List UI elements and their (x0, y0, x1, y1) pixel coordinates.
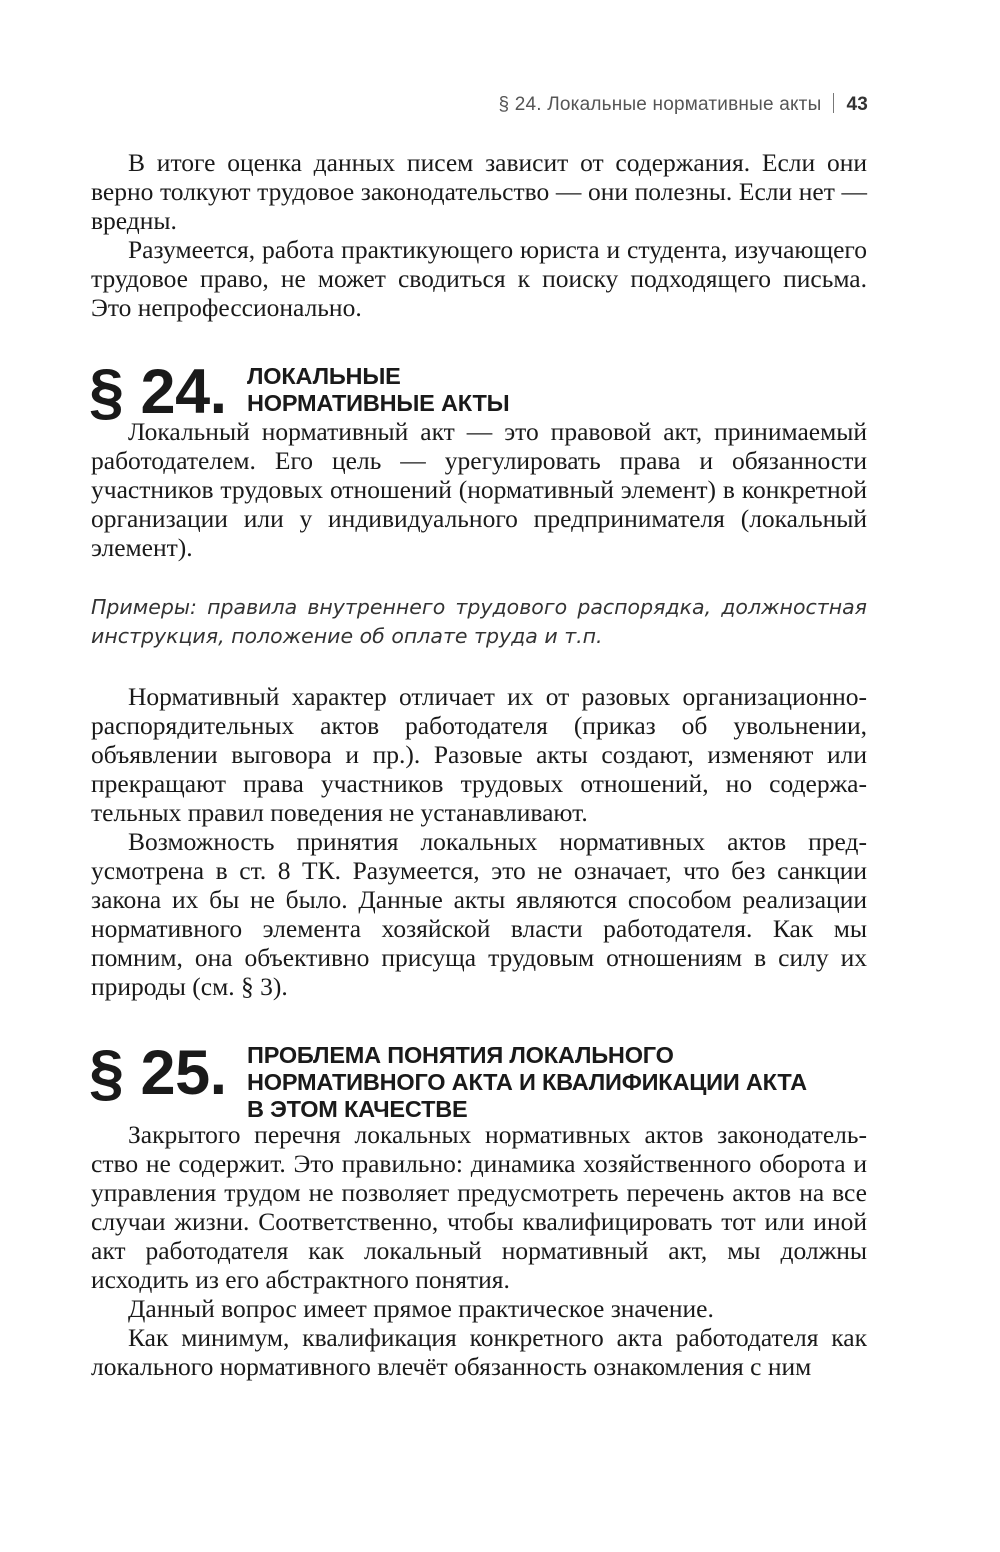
section-25-paragraph-3: Как минимум, квалификация конкретного акта работодателя как локального нормативного влечёт обязанность ознакомления с ним (91, 1323, 867, 1381)
section-25-heading (89, 1038, 867, 1122)
running-title: § 24. Локальные нормативные акты (498, 94, 822, 115)
section-25-title-line: НОРМАТИВНОГО АКТА И КВАЛИФИКАЦИИ АКТА (247, 1069, 807, 1095)
section-24-title-line: ЛОКАЛЬНЫЕ (247, 363, 401, 389)
section-25-paragraph-1: Закрытого перечня локальных нормативных актов законодательство не содержит. Это правильно: динамика хозяйственного оборота и управления трудом не позволяет предусмотреть перечень актов на все случаи жизни. Соответственно, чтобы квалифицировать тот или иной акт работодателя как локальный нормативный акт, мы должны исходить из его абстрактного понятия. (91, 1120, 867, 1294)
section-24-paragraph-1: Локальный нормативный акт — это правовой акт, принимаемый работодателем. Его цель — урегулировать права и обязанности участников трудовых отношений (нормативный элемент) в конкретной организации или у индивидуального предпринимателя (локальный элемент). (91, 417, 867, 562)
running-header (499, 93, 869, 116)
section-25-title-line: ПРОБЛЕМА ПОНЯТИЯ ЛОКАЛЬНОГО (247, 1042, 674, 1068)
section-24-paragraph-2: Нормативный характер отличает их от разовых организационно-распорядительных актов работодателя (приказ об увольнении, объявлении выговора и пр.). Разовые акты создают, изменяют или прекращают права участников трудовых отношений, но содержательных правил поведения не устанавливают. (91, 682, 867, 827)
section-24-heading (89, 357, 867, 427)
section-24-title (247, 363, 509, 417)
section-24-title-line: НОРМАТИВНЫЕ АКТЫ (247, 390, 510, 416)
page-body (91, 148, 867, 1381)
section-25-title (247, 1042, 807, 1123)
section-25-title-line: В ЭТОМ КАЧЕСТВЕ (247, 1096, 468, 1122)
section-24-paragraph-3: Возможность принятия локальных нормативных актов предусмотрена в ст. 8 ТК. Разумеется, это не означает, что без санкции закона их бы не было. Данные акты являются способом реализации нормативного элемента хозяйской власти работодателя. Как мы помним, она объективно присуща трудовым отношениям в силу их природы (см. § 3). (91, 827, 867, 1001)
section-25-number: § 25. (89, 1038, 227, 1108)
page-number: 43 (846, 94, 868, 115)
section-25-paragraph-2: Данный вопрос имеет прямое практическое значение. (128, 1294, 714, 1323)
intro-paragraph-2: Разумеется, работа практикующего юриста и студента, изучающего трудовое право, не может сводиться к поиску подходящего письма. Это непрофессионально. (91, 235, 867, 322)
section-24-examples: Примеры: правила внутреннего трудового распорядка, должностная инструкция, положение об оплате труда и т.п. (91, 595, 867, 648)
intro-paragraph-1: В итоге оценка данных писем зависит от содержания. Если они верно толкуют трудовое законодательство — они полезны. Если нет — вредны. (91, 148, 867, 235)
section-24-number: § 24. (89, 357, 227, 427)
header-divider (833, 93, 834, 113)
